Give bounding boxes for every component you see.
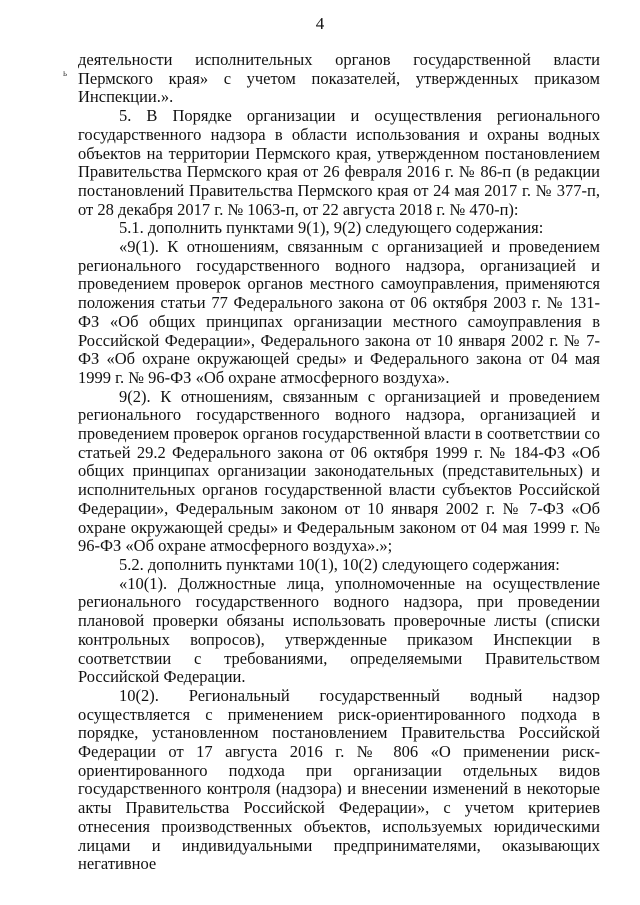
paragraph-continuation: деятельности исполнительных органов государственной власти Пермского края» с учетом показателей, утвержденных приказом Инспекции.». — [78, 50, 600, 107]
paragraph-item-5-2: 5.2. дополнить пунктами 10(1), 10(2) следующего содержания: — [119, 554, 560, 574]
paragraph-item-9-2: 9(2). К отношениям, связанным с организацией и проведением регионального государственного водного надзора, организацией и проведением проверок органов государственной власти в соответствии со статьей 29.2 Федерального закона от 06 октября 1999 г. № 184-ФЗ «Об общих принципах организации законодательных (представительных) и исполнительных органов государственной власти субъектов Российской Федерации», Федеральным законом от 10 января 2002 г. № 7-ФЗ «Об охране окружающей среды» и Федеральным законом от 04 мая 1999 г. № 96-ФЗ «Об охране атмосферного воздуха».»; — [78, 386, 600, 556]
document-body — [78, 51, 600, 874]
paragraph-item-9-1: «9(1). К отношениям, связанным с организацией и проведением регионального государственного водного надзора, организацией и проведением проверок органов местного самоуправления, применяются положения статьи 77 Федерального закона от 06 октября 2003 г. № 131-ФЗ «Об общих принципах организации местного самоуправления в Российской Федерации», Федерального закона от 10 января 2002 г. № 7-ФЗ «Об охране окружающей среды» и Федерального закона от 04 мая 1999 г. № 96-ФЗ «Об охране атмосферного воздуха». — [78, 237, 600, 387]
page-number: 4 — [315, 14, 325, 33]
paragraph-item-10-2: 10(2). Региональный государственный водный надзор осуществляется с применением риск-ориентированного подхода в порядке, установленном постановлением Правительства Российской Федерации от 17 августа 2016 г. № 806 «О применении риск-ориентированного подхода при организации отдельных видов государственного контроля (надзора) и внесении изменений в некоторые акты Правительства Российской Федерации», с учетом критериев отнесения производственных объектов, используемых юридическими лицами и индивидуальными предпринимателями, оказывающих негативное — [78, 685, 600, 874]
paragraph-item-5: 5. В Порядке организации и осуществления регионального государственного надзора в области использования и охраны водных объектов на территории Пермского края, утвержденном постановлением Правительства Пермского края от 26 февраля 2016 г. № 86-п (в редакции постановлений Правительства Пермского края от 24 мая 2017 г. № 377-п, от 28 декабря 2017 г. № 1063-п, от 22 августа 2018 г. № 470-п): — [78, 106, 600, 219]
paragraph-item-5-1: 5.1. дополнить пунктами 9(1), 9(2) следующего содержания: — [119, 218, 544, 238]
margin-mark: ь — [63, 68, 68, 78]
paragraph-item-10-1: «10(1). Должностные лица, уполномоченные на осуществление регионального государственного водного надзора, при проведении плановой проверки обязаны использовать проверочные листы (списки контрольных вопросов), утвержденные приказом Инспекции в соответствии с требованиями, определяемыми Правительством Российской Федерации. — [78, 573, 600, 687]
